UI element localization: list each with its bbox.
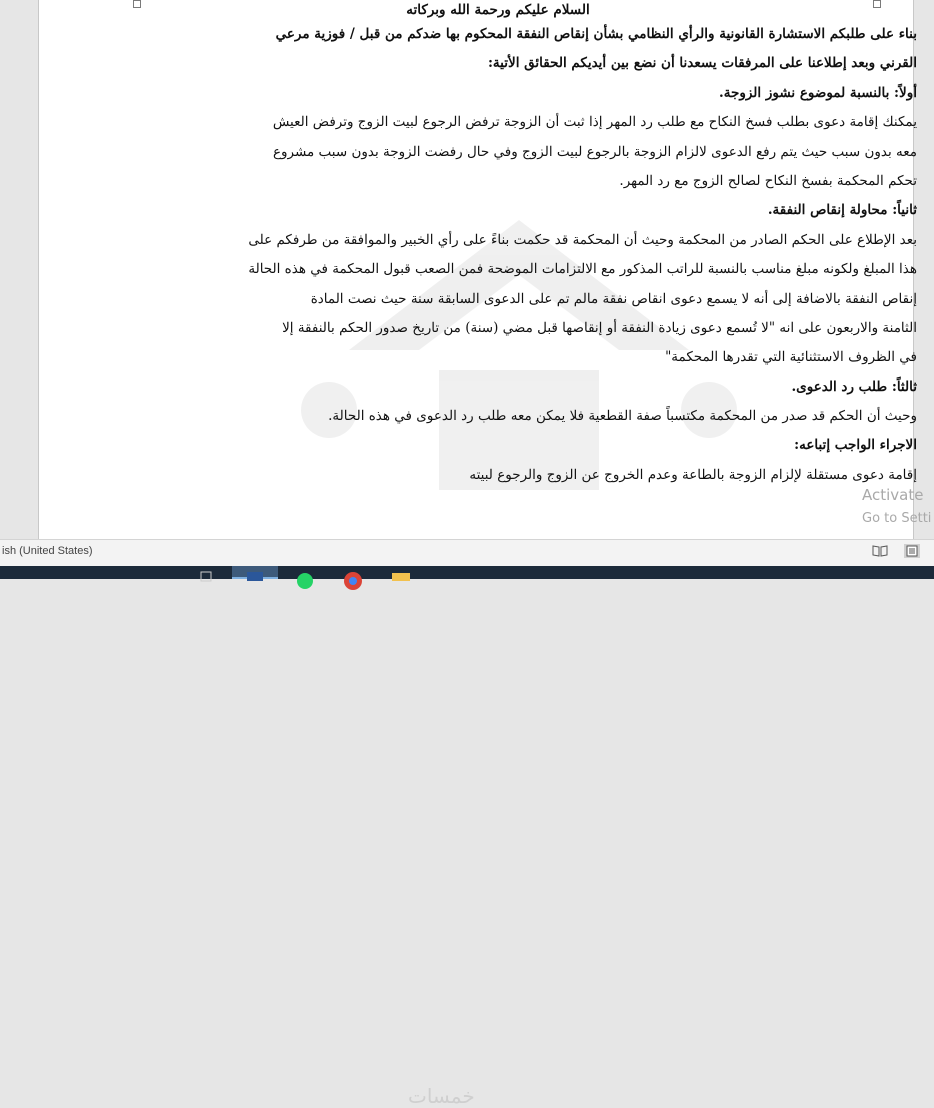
document-line: ثانياً: محاولة إنقاص النفقة.: [767, 202, 917, 219]
document-area[interactable]: [0, 0, 934, 539]
print-layout-icon[interactable]: [904, 544, 920, 558]
windows-activation-watermark: [862, 484, 931, 530]
folder-icon[interactable]: [388, 566, 414, 579]
book-icon[interactable]: [872, 544, 888, 558]
word-icon[interactable]: [232, 566, 278, 579]
document-line: بعد الإطلاع على الحكم الصادر من المحكمة وحيث أن المحكمة قد حكمت بناءً على رأي الخبير والموافقة من طرفكم على: [248, 231, 917, 248]
status-bar: [0, 539, 934, 1108]
document-line: أولاً: بالنسبة لموضوع نشوز الزوجة.: [719, 84, 917, 101]
language-indicator[interactable]: ish (United States): [2, 545, 93, 557]
document-line: الثامنة والاربعون على انه "لا تُسمع دعوى زيادة النفقة أو إنقاصها قبل مضي (سنة) من تاريخ صدور الحكم بالنفقة إلا: [282, 319, 917, 336]
document-line: هذا المبلغ ولكونه مبلغ مناسب بالنسبة للراتب المذكور مع الالتزامات الموضحة فمن الصعب قبول المحكمة في هذه الحالة: [248, 261, 917, 278]
document-line: القرني وبعد إطلاعنا على المرفقات يسعدنا أن نضع بين أيديكم الحقائق الأتية:: [487, 55, 917, 72]
taskbar: [0, 566, 934, 579]
document-page[interactable]: [38, 0, 917, 539]
document-line: في الظروف الاستثنائية التي تقدرها المحكمة": [665, 349, 917, 366]
task-view-icon[interactable]: [196, 566, 216, 579]
document-line: بناء على طلبكم الاستشارة القانونية والرأي النظامي بشأن إنقاص النفقة المحكوم بها ضدكم من قبل / فوزية مرعي: [275, 26, 917, 42]
document-line: الاجراء الواجب إتباعه:: [794, 437, 917, 454]
activation-title: Activate: [862, 486, 924, 504]
document-line: معه بدون سبب حيث يتم رفع الدعوى لالزام الزوجة بالرجوع لبيت الزوج وفي حال رفضت الزوجة بدون سبب مشروع: [272, 143, 917, 160]
document-line: وحيث أن الحكم قد صدر من المحكمة مكتسباً صفة القطعية فلا يمكن معه طلب رد الدعوى في هذه الحالة.: [328, 408, 917, 425]
chrome-icon[interactable]: [340, 566, 366, 579]
document-text[interactable]: [79, 0, 917, 490]
greeting-line: السلام عليكم ورحمة الله وبركاته: [406, 2, 590, 18]
brand-watermark: خمسات: [408, 1084, 475, 1108]
document-line: إقامة دعوى مستقلة لإلزام الزوجة بالطاعة وعدم الخروج عن الزوج والرجوع لبيته: [469, 466, 917, 483]
document-line: يمكنك إقامة دعوى بطلب فسخ النكاح مع طلب رد المهر إذا ثبت أن الزوجة ترفض الرجوع لبيت الزوج وترفض العيش: [272, 114, 917, 131]
document-line: ثالثاً: طلب رد الدعوى.: [791, 378, 917, 395]
document-line: إنقاص النفقة بالاضافة إلى أنه لا يسمع دعوى انقاص نفقة مالم تم على الدعوى السابقة سنة حيث نصت المادة: [310, 290, 917, 307]
activation-subtitle: Go to Setti: [862, 511, 932, 526]
whatsapp-icon[interactable]: [292, 566, 318, 579]
document-line: تحكم المحكمة بفسخ النكاح لصالح الزوج مع رد المهر.: [619, 172, 917, 189]
